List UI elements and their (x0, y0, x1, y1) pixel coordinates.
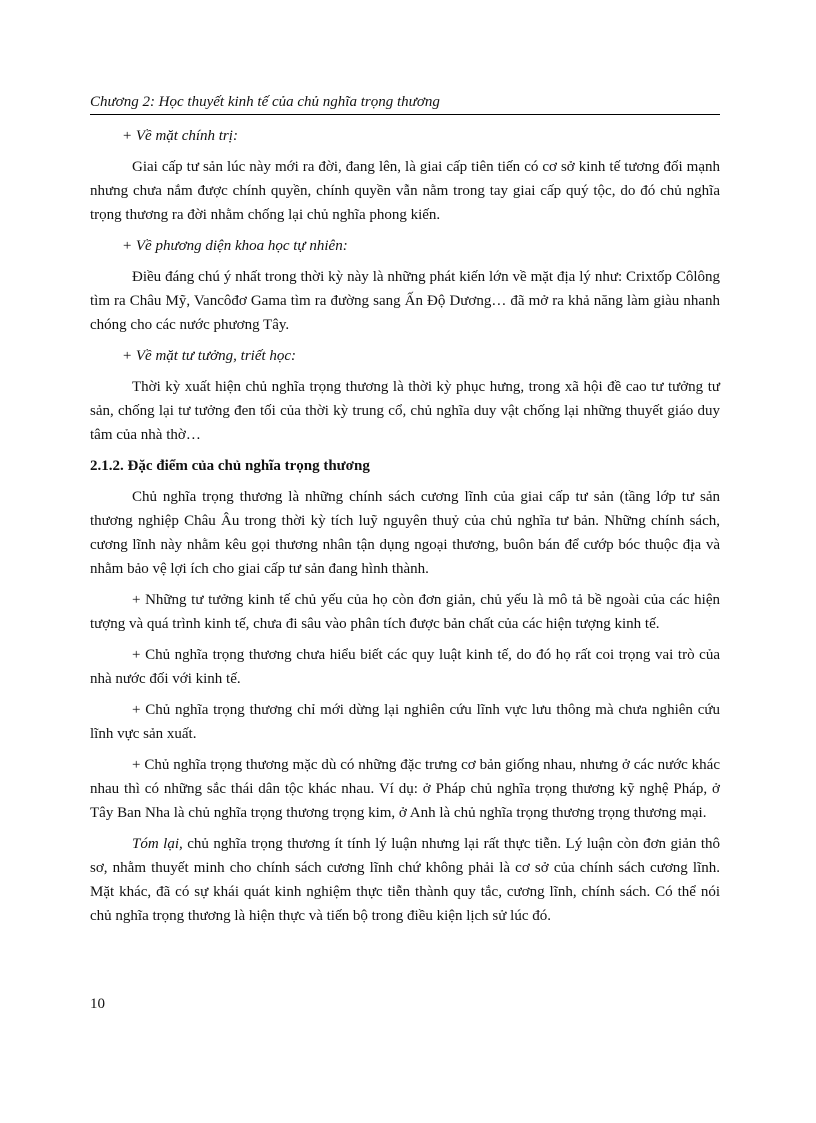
document-page (90, 93, 720, 935)
running-header: Chương 2: Học thuyết kinh tế của chủ nghĩa trọng thương (90, 93, 720, 115)
summary-text: chủ nghĩa trọng thương ít tính lý luận nhưng lại rất thực tiễn. Lý luận còn đơn giản thô sơ, nhằm thuyết minh cho chính sách cương lĩnh chứ không phải là cơ sở của chính sách cương lĩnh. Mặt khác, đã có sự khái quát kinh nghiệm thực tiễn thành quy tắc, cương lĩnh, chính sách. Có thể nói chủ nghĩa trọng thương là hiện thực và tiến bộ trong điều kiện lịch sử lúc đó. (90, 836, 720, 924)
politics-paragraph: Giai cấp tư sản lúc này mới ra đời, đang lên, là giai cấp tiên tiến có cơ sở kinh tế tương đối mạnh nhưng chưa nắm được chính quyền, chính quyền vẫn nằm trong tay giai cấp quý tộc, do đó chủ nghĩa trọng thương ra đời nhằm chống lại chủ nghĩa phong kiến. (90, 159, 720, 223)
page-number: 10 (90, 996, 105, 1012)
summary-lead: Tóm lại, (132, 836, 183, 852)
characteristic-point-4: + Chủ nghĩa trọng thương mặc dù có những đặc trưng cơ bản giống nhau, nhưng ở các nước khác nhau thì có những sắc thái dân tộc khác nhau. Ví dụ: ở Pháp chủ nghĩa trọng thương kỹ nghệ Pháp, ở Tây Ban Nha là chủ nghĩa trọng thương trọng kim, ở Anh là chủ nghĩa trọng thương trọng thương mại. (90, 757, 720, 821)
characteristic-point-2: + Chủ nghĩa trọng thương chưa hiểu biết các quy luật kinh tế, do đó họ rất coi trọng vai trò của nhà nước đối với kinh tế. (90, 647, 720, 687)
characteristic-point-3: + Chủ nghĩa trọng thương chỉ mới dừng lại nghiên cứu lĩnh vực lưu thông mà chưa nghiên cứu lĩnh vực sản xuất. (90, 702, 720, 742)
science-heading: + Về phương diện khoa học tự nhiên: (122, 238, 348, 254)
summary-paragraph (90, 832, 720, 928)
philosophy-paragraph: Thời kỳ xuất hiện chủ nghĩa trọng thương là thời kỳ phục hưng, trong xã hội đề cao tư tưởng tư sản, chống lại tư tưởng đen tối của thời kỳ trung cổ, chủ nghĩa duy vật chống lại những thuyết giáo duy tâm của nhà thờ… (90, 379, 720, 443)
philosophy-heading: + Về mặt tư tưởng, triết học: (122, 348, 297, 364)
section-intro-paragraph: Chủ nghĩa trọng thương là những chính sách cương lĩnh của giai cấp tư sản (tầng lớp tư sản thương nghiệp Châu Âu trong thời kỳ tích luỹ nguyên thuỷ của chủ nghĩa tư bản. Những chính sách, cương lĩnh này nhằm kêu gọi thương nhân tận dụng ngoại thương, buôn bán để cướp bóc thuộc địa và nhằm bảo vệ lợi ích cho giai cấp tư sản đang hình thành. (90, 489, 720, 577)
characteristic-point-1: + Những tư tưởng kinh tế chủ yếu của họ còn đơn giản, chủ yếu là mô tả bề ngoài của các hiện tượng và quá trình kinh tế, chưa đi sâu vào phân tích được bản chất của các hiện tượng kinh tế. (90, 592, 720, 632)
section-heading: 2.1.2. Đặc điểm của chủ nghĩa trọng thương (90, 458, 370, 474)
politics-heading: + Về mặt chính trị: (122, 128, 238, 144)
science-paragraph: Điều đáng chú ý nhất trong thời kỳ này là những phát kiến lớn về mặt địa lý như: Crixtốp Côlông tìm ra Châu Mỹ, Vancôđơ Gama tìm ra đường sang Ấn Độ Dương… đã mở ra khả năng làm giàu nhanh chóng cho các nước phương Tây. (90, 269, 720, 333)
